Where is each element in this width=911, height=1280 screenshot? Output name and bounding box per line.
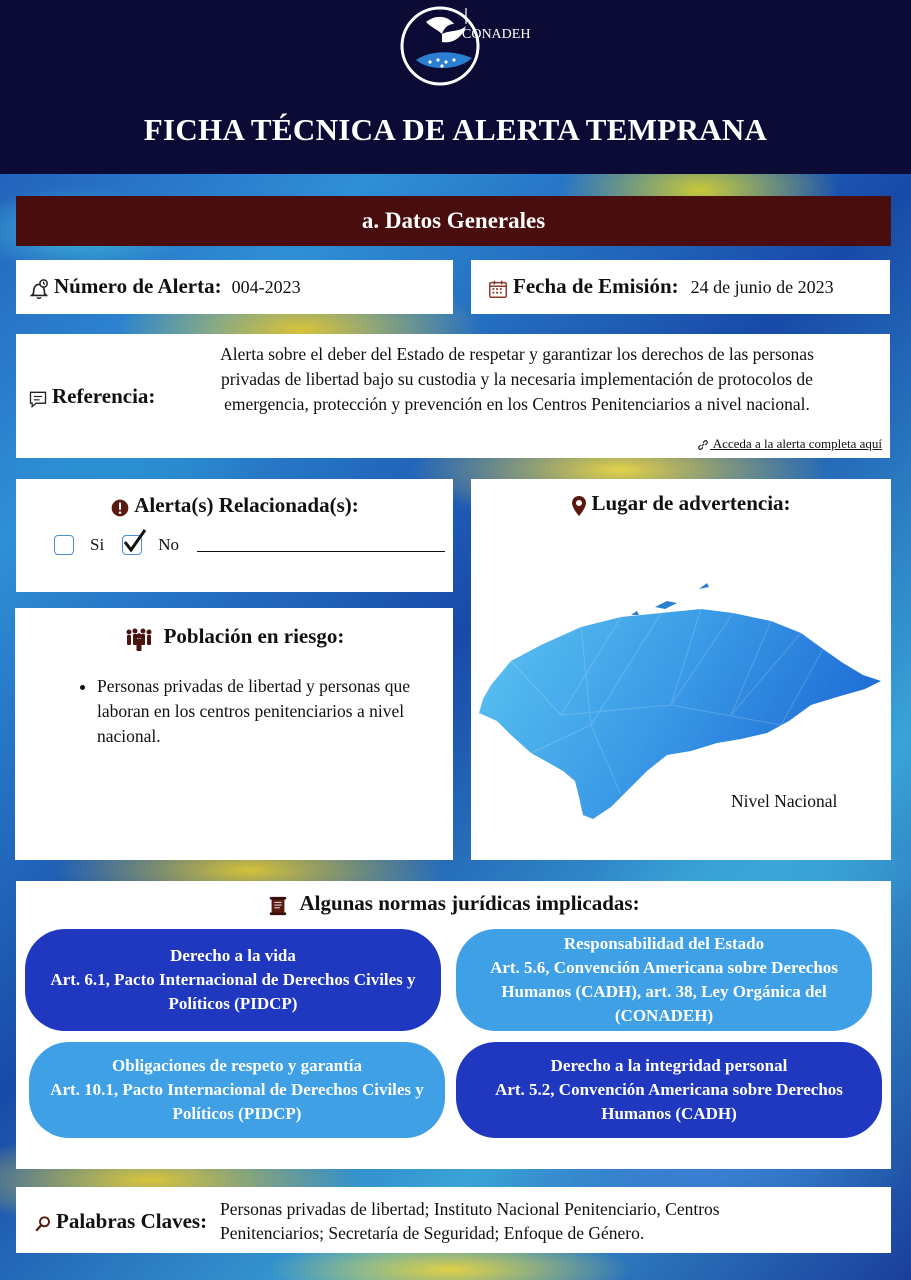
population-label: Población en riesgo: xyxy=(163,624,345,648)
checkbox-si[interactable] xyxy=(54,535,74,555)
full-alert-link-text[interactable]: Acceda a la alerta completa aquí xyxy=(712,435,882,451)
location-panel xyxy=(471,479,891,860)
people-group-icon xyxy=(124,627,154,651)
map-caption: Nivel Nacional xyxy=(731,791,838,811)
alert-number-value: 004-2023 xyxy=(231,277,301,297)
calendar-icon xyxy=(487,278,509,300)
issue-date-label: Fecha de Emisión: xyxy=(513,274,679,298)
map-pin-icon xyxy=(571,495,587,517)
norm-text: Art. 5.2, Convención Americana sobre Derechos Humanos (CADH) xyxy=(495,1080,843,1123)
keywords-label: Palabras Claves: xyxy=(56,1209,208,1233)
checkmark-icon xyxy=(121,528,149,556)
norm-title: Derecho a la integridad personal xyxy=(550,1056,788,1075)
related-alerts-panel xyxy=(16,479,453,592)
scroll-icon xyxy=(267,895,289,917)
link-icon xyxy=(696,438,710,452)
reference-label: Referencia: xyxy=(52,384,156,408)
norm-card-personal-integrity xyxy=(456,1042,882,1138)
norms-panel xyxy=(16,881,891,1169)
location-label: Lugar de advertencia: xyxy=(591,491,791,515)
page-title: FICHA TÉCNICA DE ALERTA TEMPRANA xyxy=(143,112,768,147)
issue-date-value: 24 de junio de 2023 xyxy=(690,277,834,297)
norm-title: Derecho a la vida xyxy=(170,946,296,965)
section-title: a. Datos Generales xyxy=(16,196,891,246)
related-alert-blank-line xyxy=(197,538,445,552)
logo-text: CONADEH xyxy=(462,27,531,42)
reference-panel xyxy=(16,334,890,458)
alert-number-label: Número de Alerta: xyxy=(54,274,222,298)
keywords-panel xyxy=(16,1187,891,1253)
norm-text: Art. 10.1, Pacto Internacional de Derechos Civiles y Políticos (PIDCP) xyxy=(50,1080,424,1123)
norm-text: Art. 6.1, Pacto Internacional de Derechos Civiles y Políticos (PIDCP) xyxy=(50,970,416,1013)
norm-title: Obligaciones de respeto y garantía xyxy=(112,1056,362,1075)
reference-text: Alerta sobre el deber del Estado de respetar y garantizar los derechos de las personas privadas de libertad bajo su custodia y la necesaria implementación de protocolos de emergencia, protección y prevención en los Centros Penitenciarios a nivel nacional. xyxy=(220,344,814,414)
population-panel xyxy=(15,608,453,860)
norm-title: Responsabilidad del Estado xyxy=(563,934,765,953)
norm-text: Art. 5.6, Convención Americana sobre Derechos Humanos (CADH), art. 38, Ley Orgánica del (CONADEH) xyxy=(490,958,838,1025)
list-item: • Personas privadas de libertad y personas que laboran en los centros penitenciarios a nivel nacional. xyxy=(97,674,417,749)
issue-date-panel xyxy=(471,260,890,314)
alarm-clock-icon xyxy=(28,278,50,300)
magnifier-icon xyxy=(34,1215,52,1233)
checkbox-no[interactable] xyxy=(122,535,142,555)
comment-icon xyxy=(28,389,48,409)
option-no-label: No xyxy=(158,535,179,554)
option-si-label: Si xyxy=(90,535,105,554)
header-banner xyxy=(0,0,911,174)
keywords-text: Personas privadas de libertad; Instituto Nacional Penitenciario, Centros Penitenciarios; Secretaría de Seguridad; Enfoque de Género. xyxy=(220,1199,720,1243)
alert-number-panel xyxy=(16,260,453,314)
related-alerts-label: Alerta(s) Relacionada(s): xyxy=(134,493,359,517)
norm-card-state-responsibility xyxy=(456,929,872,1031)
norm-card-respect-obligations xyxy=(29,1042,445,1138)
norm-card-right-to-life xyxy=(25,929,441,1031)
conadeh-logo-icon xyxy=(396,4,536,88)
exclamation-circle-icon xyxy=(110,498,130,518)
norms-label: Algunas normas jurídicas implicadas: xyxy=(299,891,640,915)
full-alert-link[interactable] xyxy=(696,436,882,452)
population-list xyxy=(97,674,417,749)
